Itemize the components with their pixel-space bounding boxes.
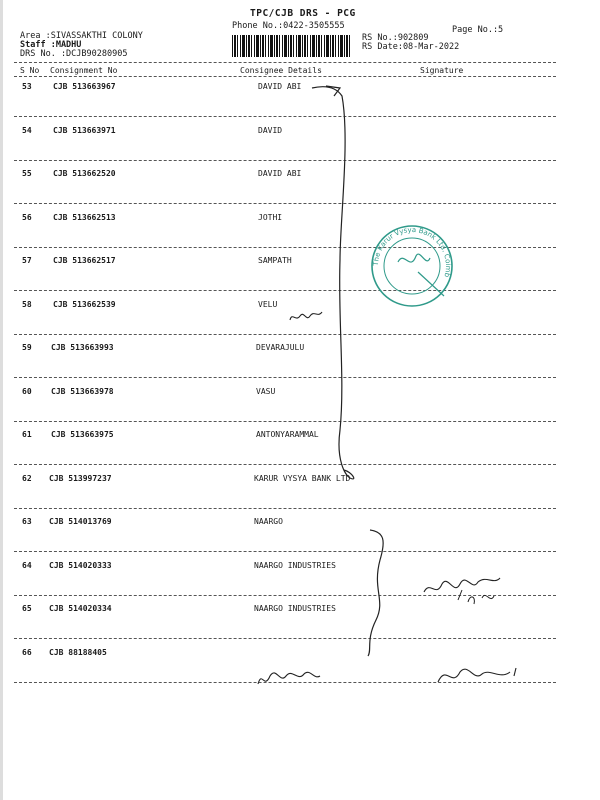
scan-edge (0, 0, 3, 800)
row-consignee: NAARGO (254, 517, 283, 526)
row-divider (14, 116, 556, 117)
row-divider (14, 377, 556, 378)
row-sno: 59 (22, 343, 32, 352)
row-consignee: SAMPATH (258, 256, 292, 265)
row-consignee: DAVID ABI (258, 169, 302, 178)
row-divider (14, 595, 556, 596)
row-consignment-no: CJB 513662539 (53, 300, 116, 309)
row-sno: 60 (22, 387, 32, 396)
row-consignee: JOTHI (258, 213, 283, 222)
row-sno: 53 (22, 82, 32, 91)
row-sno: 55 (22, 169, 32, 178)
row-consignment-no: CJB 513663967 (53, 82, 116, 91)
row-consignment-no: CJB 513662517 (53, 256, 116, 265)
col-sno-header: S No (20, 66, 40, 75)
row-consignee: ANTONYARAMMAL (256, 430, 319, 439)
row-divider (14, 290, 556, 291)
row-sno: 61 (22, 430, 32, 439)
row-divider (14, 334, 556, 335)
staff-label: Staff :MADHU (20, 40, 82, 50)
row-consignee: NAARGO INDUSTRIES (254, 561, 336, 570)
row-consignment-no: CJB 513663975 (51, 430, 114, 439)
row-consignment-no: CJB 514013769 (49, 517, 112, 526)
row-divider (14, 508, 556, 509)
row-sno: 54 (22, 126, 32, 135)
row-consignee: DEVARAJULU (256, 343, 305, 352)
sheet-title: TPC/CJB DRS - PCG (250, 8, 356, 19)
row-sno: 58 (22, 300, 32, 309)
row-consignment-no: CJB 513663971 (53, 126, 116, 135)
divider (14, 62, 556, 63)
row-consignment-no: CJB 513997237 (49, 474, 112, 483)
rs-number: RS No.:902809 (362, 33, 429, 43)
row-consignment-no: CJB 513663978 (51, 387, 114, 396)
barcode (232, 35, 350, 57)
row-divider (14, 682, 556, 683)
row-consignment-no: CJB 88188405 (49, 648, 107, 657)
col-consignment-header: Consignment No (50, 66, 118, 75)
row-consignment-no: CJB 513662513 (53, 213, 116, 222)
row-consignee: DAVID (258, 126, 283, 135)
divider (14, 76, 556, 77)
drs-number: DRS No. :DCJB90280905 (20, 49, 128, 59)
row-sno: 66 (22, 648, 32, 657)
row-consignment-no: CJB 514020333 (49, 561, 112, 570)
row-divider (14, 421, 556, 422)
signature-naargo-date (458, 590, 494, 604)
row-sno: 64 (22, 561, 32, 570)
row-divider (14, 247, 556, 248)
phone-number: Phone No.:0422-3505555 (232, 21, 345, 31)
row-divider (14, 638, 556, 639)
row-consignee: KARUR VYSYA BANK LTD (254, 474, 351, 483)
row-sno: 57 (22, 256, 32, 265)
row-divider (14, 551, 556, 552)
row-divider (14, 160, 556, 161)
row-sno: 65 (22, 604, 32, 613)
row-divider (14, 464, 556, 465)
svg-text:The Karur Vysya Bank Ltd. Coim (372, 226, 452, 279)
row-sno: 63 (22, 517, 32, 526)
row-consignment-no: CJB 513662520 (53, 169, 116, 178)
bank-stamp (372, 226, 452, 306)
row-consignment-no: CJB 514020334 (49, 604, 112, 613)
col-signature-header: Signature (420, 66, 464, 75)
row-sno: 62 (22, 474, 32, 483)
row-consignee: VASU (256, 387, 276, 396)
signature-velu (290, 312, 322, 320)
col-consignee-header: Consignee Details (240, 66, 322, 75)
signature-naargo (424, 578, 500, 592)
row-consignee: DAVID ABI (258, 82, 302, 91)
area-label: Area :SIVASSAKTHI COLONY (20, 31, 143, 41)
arrow-head (326, 86, 340, 96)
row-consignee: VELU (258, 300, 278, 309)
signature-66-right (438, 668, 516, 682)
row-sno: 56 (22, 213, 32, 222)
row-consignment-no: CJB 513663993 (51, 343, 114, 352)
row-consignee: NAARGO INDUSTRIES (254, 604, 336, 613)
page-number: Page No.:5 (452, 25, 504, 35)
stamp-text: The Karur Vysya Bank Ltd. Coimb (371, 225, 453, 279)
rs-date: RS Date:08-Mar-2022 (362, 42, 460, 52)
row-divider (14, 203, 556, 204)
